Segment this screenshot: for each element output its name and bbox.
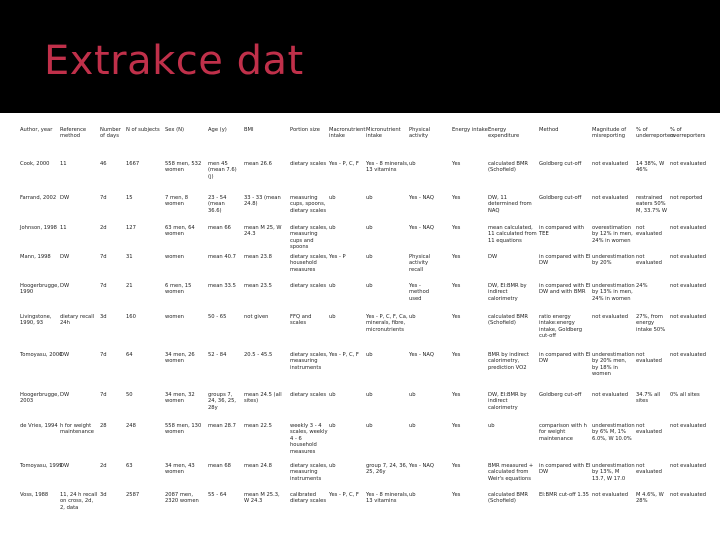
header-cell: % of overreporters [670,127,706,140]
header-cell: % of underreporters [636,127,675,140]
table-cell: women [165,254,184,260]
table-cell: mean 26.6 [244,161,272,167]
table-cell: Yes [452,314,461,320]
table-cell: Yes - NAQ [409,195,434,201]
table-cell: dietary scales, household measures [290,254,328,273]
table-cell: Tomoyasu, 2000 [20,352,63,358]
table-cell: ub [329,225,336,231]
table-cell: Yes [452,492,461,498]
table-cell: 558 men, 532 women [165,161,202,174]
header-cell: Author, year [20,127,53,133]
table-cell: DW [60,283,70,289]
table-cell: women [165,314,184,320]
table-cell: not evaluated [592,314,629,320]
table-cell: 7 men, 8 women [165,195,189,208]
table-cell: Yes [452,161,461,167]
table-cell: ub [409,423,416,429]
header-cell: Micronutrient intake [366,127,401,140]
table-cell: ub [366,195,373,201]
table-cell: DW, 11 determined from NAQ [488,195,532,214]
table-cell: underestimation by 6% M, 1% 6.0%, W 10.0% [592,423,635,442]
table-cell: Goldberg cut-off [539,195,582,201]
table-cell: DW [60,392,70,398]
table-cell: Johnson, 1998 [20,225,57,231]
table-cell: 11, 24 h recall on cross, 2d, 2, data [60,492,98,511]
table-cell: mean M 25, W 24.3 [244,225,282,238]
table-cell: comparison with h for weight maintenance [539,423,587,442]
table-cell: mean 28.7 [208,423,236,429]
table-cell: 33 - 33 (mean 24.8) [244,195,281,208]
table-cell: Yes - NAQ [409,225,434,231]
table-cell: ub [488,423,495,429]
table-cell: restrained eaters 50% M, 33.7% W [636,195,668,214]
table-cell: ub [329,195,336,201]
table-cell: dietary scales, measuring instruments [290,352,328,371]
table-cell: Yes - P, C, F, Ca, minerals, fibre, micronutrients [366,314,408,333]
table-cell: Livingstone, 1990, 93 [20,314,52,327]
table-cell: not evaluated [592,492,629,498]
table-cell: 127 [126,225,136,231]
table-cell: h for weight maintenance [60,423,94,436]
table-cell: Yes [452,423,461,429]
table-cell: Voss, 1988 [20,492,49,498]
table-cell: mean 40.7 [208,254,236,260]
table-cell: 7d [100,254,107,260]
table-cell: ub [329,314,336,320]
table-cell: Yes [452,352,461,358]
table-cell: in compared with TEE [539,225,585,238]
table-cell: mean 24.5 (all sites) [244,392,282,405]
slide-title: Extrakce dat [44,38,304,84]
table-cell: ub [366,352,373,358]
table-cell: ub [329,463,336,469]
table-cell: 3d [100,492,107,498]
table-cell: overestimation by 12% in men, 24% in women [592,225,633,244]
table-cell: 2087 men, 2320 women [165,492,199,505]
table-cell: mean 66 [208,225,231,231]
table-cell: underestimation by 13% in men, 24% in women [592,283,635,302]
table-cell: Goldberg cut-off [539,392,582,398]
table-cell: Yes - P, C, F [329,352,359,358]
table-cell: M 4.6%, W 28% [636,492,664,505]
header-cell: Physical activity [409,127,431,140]
table-cell: ub [329,423,336,429]
table-cell: Yes [452,463,461,469]
table-cell: not evaluated [636,254,662,267]
table-cell: ub [409,314,416,320]
table-cell: Hoogerbrugge, 2003 [20,392,60,405]
table-cell: not evaluated [670,161,707,167]
table-cell: not evaluated [670,314,707,320]
table-cell: ub [409,492,416,498]
table-cell: 50 [126,392,133,398]
table-cell: not evaluated [592,161,629,167]
table-cell: 160 [126,314,136,320]
table-cell: Yes - P, C, F [329,492,359,498]
table-cell: ub [366,392,373,398]
table-cell: 11 [60,161,67,167]
table-cell: not evaluated [636,352,662,365]
table-cell: 7d [100,283,107,289]
table-cell: not evaluated [636,463,662,476]
header-cell: Energy expenditure [488,127,520,140]
table-cell: EI:BMR cut-off 1.35 [539,492,589,498]
table-cell: mean 68 [208,463,231,469]
table-cell: Yes - 8 minerals, 13 vitamins [366,161,409,174]
table-cell: Goldberg cut-off [539,161,582,167]
table-cell: 2d [100,463,107,469]
header-cell: Macronutrient intake [329,127,366,140]
table-cell: underestimation by 13%, M 13.7, W 17.0 [592,463,635,482]
table-cell: 2d [100,225,107,231]
table-cell: ub [329,283,336,289]
table-cell: dietary scales, measuring instruments [290,463,328,482]
table-cell: 21 [126,283,133,289]
header-cell: Magnitude of misreporting [592,127,627,140]
table-cell: not evaluated [670,423,707,429]
header-cell: Method [539,127,559,133]
table-cell: not reported [670,195,703,201]
table-cell: de Vries, 1994 [20,423,58,429]
table-cell: Cook, 2000 [20,161,50,167]
table-cell: Yes [452,195,461,201]
table-cell: Yes [452,283,461,289]
table-cell: group 7, 24, 36, 25, 26y [366,463,408,476]
header-cell: BMI [244,127,254,133]
table-cell: Tomoyasu, 1999 [20,463,63,469]
table-cell: 50 - 65 [208,314,227,320]
table-cell: ub [366,254,373,260]
table-cell: not evaluated [670,283,707,289]
table-cell: 3d [100,314,107,320]
table-cell: calculated BMR (Schofield) [488,314,529,327]
table-cell: 11 [60,225,67,231]
table-cell: not evaluated [670,225,707,231]
table-cell: mean 23.5 [244,283,272,289]
table-cell: FFQ and scales [290,314,312,327]
table-cell: 7d [100,195,107,201]
header-cell: Number of days [100,127,121,140]
table-cell: ub [409,161,416,167]
table-cell: not evaluated [592,392,629,398]
table-cell: dietary scales [290,392,327,398]
table-cell: BMR by indirect calorimetry, prediction VO2 [488,352,529,371]
table-cell: mean 24.8 [244,463,272,469]
table-cell: not evaluated [636,423,662,436]
table-cell: calculated BMR (Schofield) [488,161,529,174]
table-cell: measuring cups, spoons, dietary scales [290,195,327,214]
table-cell: groups 7, 24, 36, 25, 28y [208,392,237,411]
table-cell: mean 22.5 [244,423,272,429]
table-cell: weekly 3 - 4 scales, weekly 4 - 6 household measures [290,423,328,455]
table-cell: dietary scales [290,161,327,167]
table-cell: 34 men, 43 women [165,463,195,476]
table-cell: DW [60,195,70,201]
table-cell: mean M 25.3, W 24.3 [244,492,280,505]
table-cell: men 45 (mean 7.6)(j) [208,161,237,180]
table-cell: Yes [452,225,461,231]
table-cell: Yes - 8 minerals, 13 vitamins [366,492,409,505]
table-cell: Yes - method used [409,283,430,302]
table-cell: in compared with EI DW [539,254,591,267]
table-cell: ub [366,225,373,231]
table-cell: 55 - 64 [208,492,227,498]
table-cell: BMR measured + calculated from Weir's equations [488,463,534,482]
table-cell: 63 men, 64 women [165,225,195,238]
table-cell: DW [60,352,70,358]
table-cell: Yes - NAQ [409,463,434,469]
table-cell: ub [329,392,336,398]
table-cell: mean 23.8 [244,254,272,260]
table-cell: 6 men, 15 women [165,283,192,296]
table-cell: Yes - NAQ [409,352,434,358]
table-cell: not evaluated [670,254,707,260]
table-cell: calibrated dietary scales [290,492,327,505]
table-cell: 7d [100,352,107,358]
table-cell: ratio energy intake:energy intake, Goldberg cut-off [539,314,582,340]
table-cell: ub [366,283,373,289]
table-cell: dietary scales [290,283,327,289]
table-cell: in compared with EI DW and with BMR [539,283,591,296]
table-cell: underestimation by 20% men, by 18% in women [592,352,635,378]
table-cell: dietary recall 24h [60,314,95,327]
header-cell: Portion size [290,127,320,133]
table-cell: not evaluated [670,463,707,469]
table-cell: 7d [100,392,107,398]
table-cell: Physical activity recall [409,254,431,273]
table-cell: 2587 [126,492,140,498]
table-cell: 1667 [126,161,140,167]
table-cell: not evaluated [670,352,707,358]
table-cell: Yes [452,254,461,260]
table-cell: DW [60,254,70,260]
table-cell: not given [244,314,269,320]
table-cell: mean calculated, 11 calculated from 11 equations [488,225,537,244]
table-cell: not evaluated [670,492,707,498]
table-cell: 558 men, 130 women [165,423,202,436]
header-cell: Energy intake [452,127,488,133]
table-cell: Yes - P [329,254,346,260]
table-cell: 28 [100,423,107,429]
table-cell: 15 [126,195,133,201]
table-cell: in compared with EI DW [539,463,591,476]
table-cell: 14 38%, W 46% [636,161,665,174]
header-cell: Age (y) [208,127,227,133]
table-cell: 34 men, 32 women [165,392,195,405]
header-cell: Reference method [60,127,87,140]
table-cell: ub [366,423,373,429]
table-cell: 248 [126,423,136,429]
table-cell: Mann, 1998 [20,254,51,260]
table-cell: underestimation by 20% [592,254,635,267]
table-cell: Farrand, 2002 [20,195,57,201]
table-cell: 34.7% all sites [636,392,661,405]
table-cell: 0% all sites [670,392,700,398]
table-cell: 20.5 - 45.5 [244,352,273,358]
table-cell: Yes - P, C, F [329,161,359,167]
table-cell: 46 [100,161,107,167]
table-cell: 52 - 84 [208,352,227,358]
table-cell: 63 [126,463,133,469]
table-cell: DW [488,254,498,260]
table-cell: 23 - 54 (mean 36.6) [208,195,227,214]
table-cell: 24% [636,283,648,289]
table-cell: 64 [126,352,133,358]
table-cell: Yes [452,392,461,398]
table-cell: 31 [126,254,133,260]
table-cell: DW, EI:BMR by indirect calorimetry [488,283,527,302]
table-cell: mean 33.5 [208,283,236,289]
table-cell: DW, EI:BMR by indirect calorimetry [488,392,527,411]
table-cell: not evaluated [592,195,629,201]
table-cell: dietary scales, measuring cups and spoons [290,225,328,251]
header-cell: Sex (N) [165,127,185,133]
table-cell: 27%, from energy intake 50% [636,314,666,333]
table-cell: Hoogerbrugge, 1990 [20,283,60,296]
table-cell: ub [409,392,416,398]
table-cell: calculated BMR (Schofield) [488,492,529,505]
table-cell: 34 men, 26 women [165,352,195,365]
table-cell: not evaluated [636,225,662,238]
header-cell: N of subjects [126,127,160,133]
table-cell: in compared with EI DW [539,352,591,365]
table-cell: DW [60,463,70,469]
